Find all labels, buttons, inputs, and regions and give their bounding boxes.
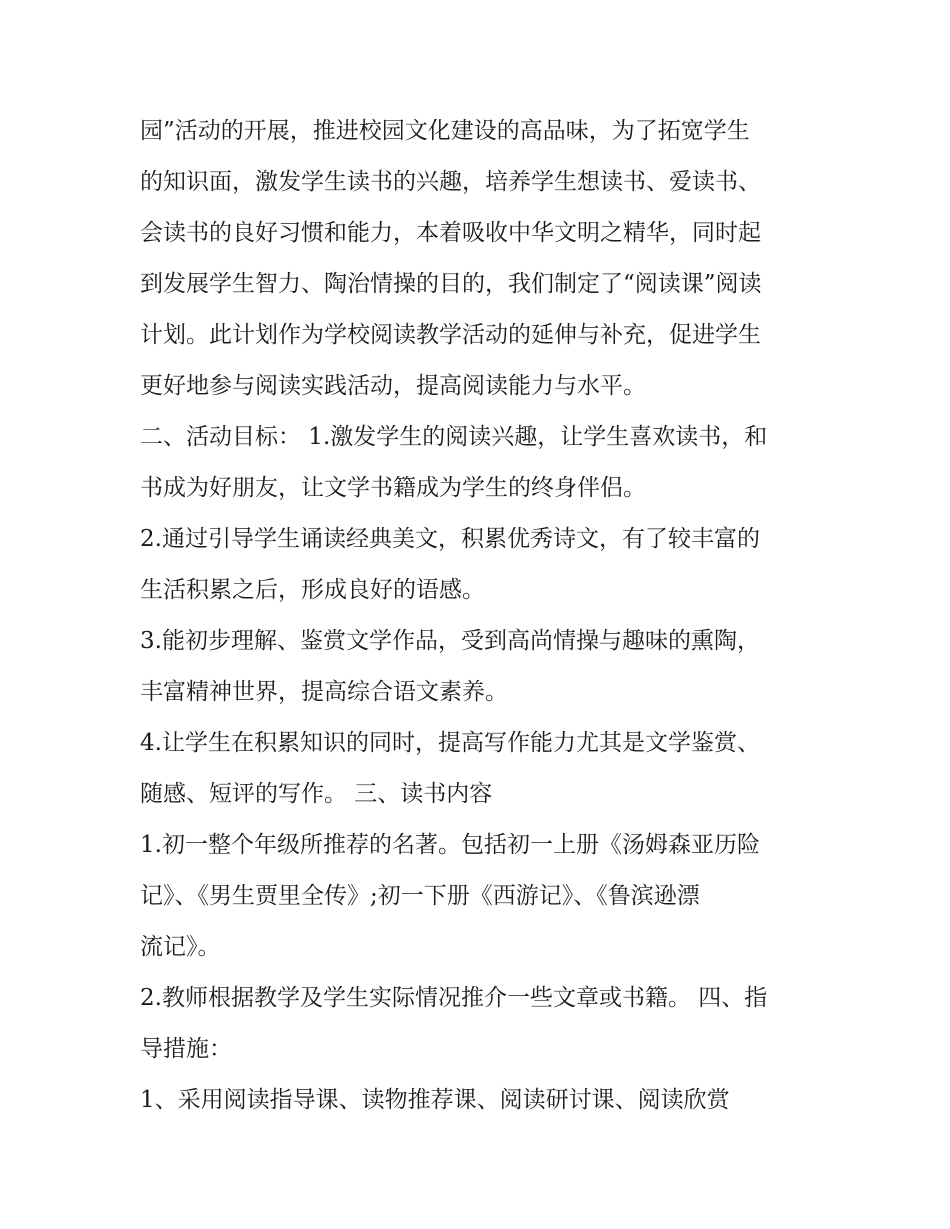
document-body bbox=[140, 106, 820, 1126]
text-line: 2.教师根据教学及学生实际情况推介一些文章或书籍。 四、指 bbox=[140, 985, 768, 1011]
text-line: 1、采用阅读指导课、读物推荐课、阅读研讨课、阅读欣赏 bbox=[140, 1087, 730, 1113]
text-line: 到发展学生智力、陶治情操的目的，我们制定了“阅读课”阅读 bbox=[140, 271, 762, 297]
text-line: 计划。此计划作为学校阅读教学活动的延伸与补充，促进学生 bbox=[140, 322, 761, 348]
text-line: 的知识面，激发学生读书的兴趣，培养学生想读书、爱读书、 bbox=[140, 169, 761, 195]
text-line: 导措施： bbox=[140, 1036, 232, 1062]
text-line: 园”活动的开展，推进校园文化建设的高品味，为了拓宽学生 bbox=[140, 118, 750, 144]
text-line: 1.初一整个年级所推荐的名著。包括初一上册《汤姆森亚历险 bbox=[140, 832, 760, 858]
text-line: 4.让学生在积累知识的同时，提高写作能力尤其是文学鉴赏、 bbox=[140, 730, 760, 756]
text-line: 2.通过引导学生诵读经典美文，积累优秀诗文，有了较丰富的 bbox=[140, 526, 760, 552]
text-line: 丰富精神世界，提高综合语文素养。 bbox=[140, 679, 508, 705]
text-line: 书成为好朋友，让文学书籍成为学生的终身伴侣。 bbox=[140, 475, 646, 501]
text-line: 生活积累之后，形成良好的语感。 bbox=[140, 577, 485, 603]
text-line: 更好地参与阅读实践活动，提高阅读能力与水平。 bbox=[140, 373, 646, 399]
text-line: 记》、《男生贾里全传》;初一下册《西游记》、《鲁滨逊漂 bbox=[140, 883, 700, 909]
text-line: 3.能初步理解、鉴赏文学作品，受到高尚情操与趣味的熏陶， bbox=[140, 628, 760, 654]
text-line: 会读书的良好习惯和能力，本着吸收中华文明之精华，同时起 bbox=[140, 220, 761, 246]
text-line: 随感、短评的写作。 三、读书内容 bbox=[140, 781, 493, 807]
text-line: 二、活动目标： 1.激发学生的阅读兴趣，让学生喜欢读书，和 bbox=[140, 424, 768, 450]
text-line: 流记》。 bbox=[140, 934, 221, 960]
